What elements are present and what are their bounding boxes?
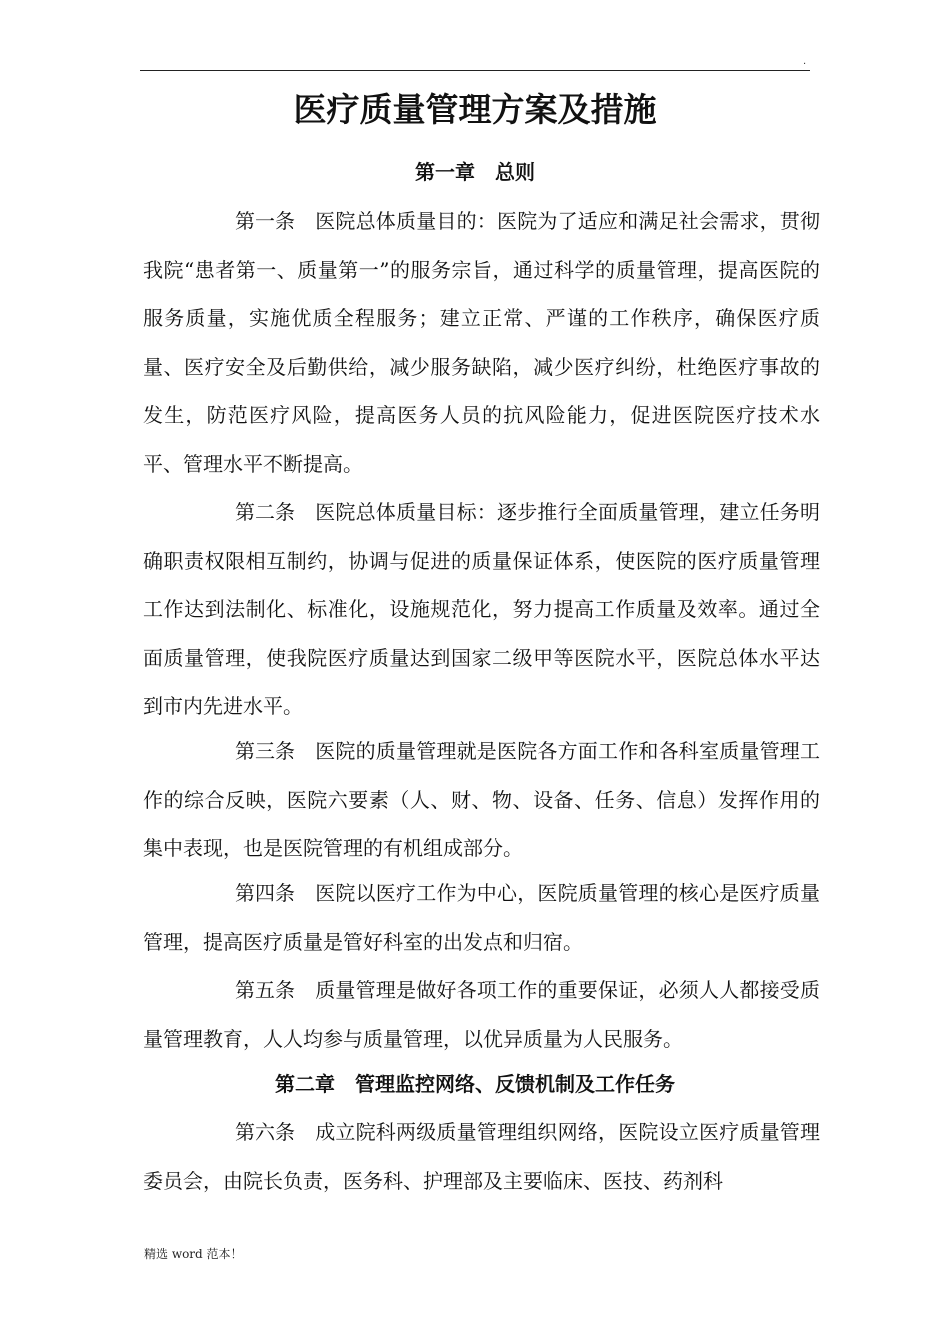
article-6-number: 第六条: [235, 1120, 295, 1144]
article-1: [143, 197, 820, 488]
article-4: [143, 869, 820, 966]
article-2: [143, 488, 820, 731]
header-mark: .: [803, 56, 807, 67]
article-4-text: 医院以医疗工作为中心，医院质量管理的核心是医疗质量管理，提高医疗质量是管好科室的出发点和归宿。: [143, 881, 820, 954]
header-rule: [140, 70, 810, 71]
article-4-number: 第四条: [235, 881, 295, 905]
article-3-text: 医院的质量管理就是医院各方面工作和各科室质量管理工作的综合反映，医院六要素（人、财、物、设备、任务、信息）发挥作用的集中表现，也是医院管理的有机组成部分。: [143, 739, 820, 860]
footer-text: 精选 word 范本！: [144, 1247, 243, 1261]
article-5-text: 质量管理是做好各项工作的重要保证，必须人人都接受质量管理教育，人人均参与质量管理，以优异质量为人民服务。: [143, 978, 820, 1051]
article-5-number: 第五条: [235, 978, 295, 1002]
article-3-number: 第三条: [235, 739, 295, 763]
article-1-number: 第一条: [235, 209, 295, 233]
article-2-text: 医院总体质量目标：逐步推行全面质量管理，建立任务明确职责权限相互制约，协调与促进的质量保证体系，使医院的医疗质量管理工作达到法制化、标准化，设施规范化，努力提高工作质量及效率。通过全面质量管理，使我院医疗质量达到国家二级甲等医院水平，医院总体水平达到市内先进水平。: [143, 500, 820, 718]
article-5: [143, 966, 820, 1063]
article-1-text: 医院总体质量目的：医院为了适应和满足社会需求，贯彻我院“患者第一、质量第一”的服务宗旨，通过科学的质量管理，提高医院的服务质量，实施优质全程服务；建立正常、严谨的工作秩序，确保医疗质量、医疗安全及后勤供给，减少服务缺陷，减少医疗纠纷，杜绝医疗事故的发生，防范医疗风险，提高医务人员的抗风险能力，促进医院医疗技术水平、管理水平不断提高。: [143, 209, 820, 476]
article-6: [143, 1108, 820, 1205]
chapter-1-heading: 第一章 总则: [415, 160, 535, 184]
article-3: [143, 727, 820, 873]
article-6-text: 成立院科两级质量管理组织网络，医院设立医疗质量管理委员会，由院长负责，医务科、护理部及主要临床、医技、药剂科: [143, 1120, 820, 1193]
document-title: 医疗质量管理方案及措施: [293, 90, 657, 129]
chapter-2-heading: 第二章 管理监控网络、反馈机制及工作任务: [275, 1072, 675, 1096]
article-2-number: 第二条: [235, 500, 295, 524]
